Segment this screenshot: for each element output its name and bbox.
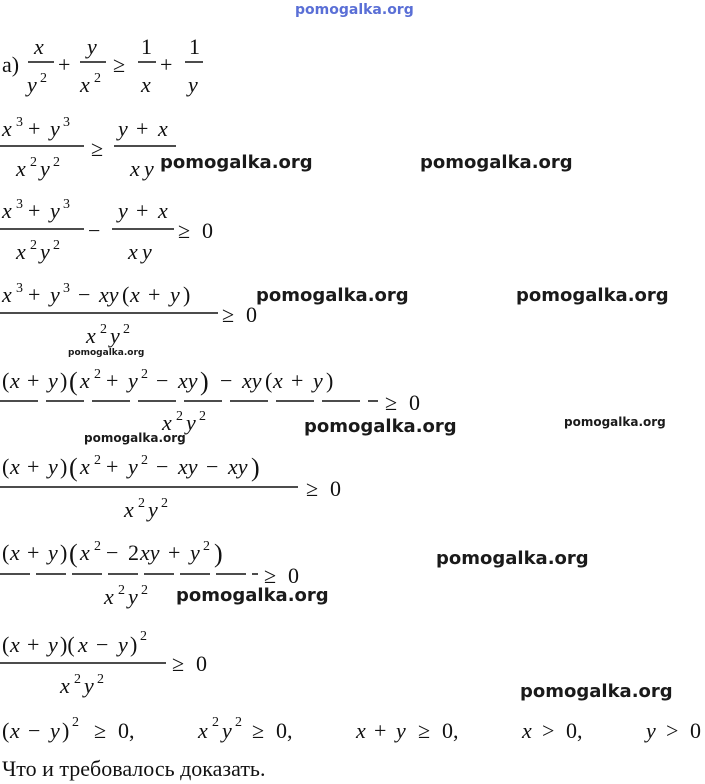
svg-text:y: y	[396, 718, 406, 743]
svg-text:≥: ≥	[94, 718, 107, 743]
svg-text:)(: )(	[60, 632, 75, 657]
watermark-top: pomogalka.org	[295, 2, 414, 18]
svg-text:+: +	[27, 540, 40, 565]
svg-text:y: y	[142, 239, 152, 264]
svg-text:x: x	[162, 410, 172, 435]
svg-text:2: 2	[53, 238, 60, 253]
svg-text:y: y	[48, 540, 58, 565]
svg-text:0: 0	[690, 718, 701, 743]
svg-text:y: y	[118, 632, 128, 657]
svg-text:): )	[60, 454, 68, 479]
svg-text:+: +	[27, 454, 40, 479]
svg-text:+: +	[28, 116, 41, 141]
svg-text:x: x	[78, 632, 88, 657]
svg-text:≥: ≥	[222, 302, 235, 327]
svg-text:y: y	[646, 718, 656, 743]
svg-text:3: 3	[16, 115, 23, 130]
svg-text:x: x	[158, 116, 168, 141]
svg-text:x: x	[10, 632, 20, 657]
svg-text:+: +	[28, 282, 41, 307]
svg-text:+: +	[28, 198, 41, 223]
svg-text:+: +	[291, 368, 304, 393]
svg-text:2: 2	[53, 155, 60, 170]
svg-text:x: x	[16, 239, 26, 264]
svg-text:y: y	[110, 323, 120, 348]
svg-text:≥: ≥	[113, 52, 126, 77]
svg-text:≥: ≥	[178, 218, 191, 243]
svg-text:2: 2	[161, 496, 168, 511]
svg-text:xy: xy	[140, 540, 160, 565]
svg-text:+: +	[136, 116, 149, 141]
svg-text:+: +	[160, 52, 173, 77]
svg-text:y: y	[170, 282, 180, 307]
svg-text:y: y	[50, 718, 60, 743]
svg-text:−: −	[78, 282, 91, 307]
svg-text:2: 2	[97, 672, 104, 687]
svg-text:xy: xy	[178, 454, 198, 479]
svg-text:y: y	[87, 34, 97, 59]
svg-text:2: 2	[30, 238, 37, 253]
svg-text:x: x	[104, 584, 114, 609]
svg-text:y: y	[50, 116, 60, 141]
svg-text:(: (	[122, 282, 130, 307]
svg-text:3: 3	[63, 197, 70, 212]
svg-text:x: x	[2, 116, 12, 141]
svg-text:(: (	[2, 454, 10, 479]
svg-text:+: +	[136, 198, 149, 223]
svg-text:3: 3	[63, 115, 70, 130]
watermark: pomogalka.org	[176, 585, 329, 606]
svg-text:−: −	[88, 218, 101, 243]
svg-text:x: x	[141, 72, 151, 97]
svg-text:x: x	[86, 323, 96, 348]
svg-text:): )	[251, 453, 260, 482]
svg-text:x: x	[80, 368, 90, 393]
svg-text:2: 2	[199, 409, 206, 424]
svg-text:2: 2	[141, 453, 148, 468]
svg-text:): )	[130, 632, 138, 657]
svg-text:y: y	[144, 156, 154, 181]
svg-text:+: +	[148, 282, 161, 307]
svg-text:2: 2	[128, 540, 139, 565]
svg-text:(: (	[265, 368, 273, 393]
svg-text:x: x	[60, 673, 70, 698]
svg-text:x: x	[34, 34, 44, 59]
label-a: а)	[2, 52, 20, 77]
svg-text:0: 0	[246, 302, 257, 327]
watermark: pomogalka.org	[520, 681, 673, 702]
svg-text:+: +	[27, 632, 40, 657]
svg-text:>: >	[542, 718, 555, 743]
svg-text:2: 2	[74, 672, 81, 687]
svg-text:xy: xy	[228, 454, 248, 479]
svg-text:y: y	[84, 673, 94, 698]
watermark: pomogalka.org	[304, 416, 457, 437]
svg-text:2: 2	[212, 715, 219, 730]
svg-text:x: x	[522, 718, 532, 743]
svg-text:x: x	[124, 497, 134, 522]
svg-text:0,: 0,	[276, 718, 293, 743]
svg-text:≥: ≥	[264, 563, 277, 588]
watermark: pomogalka.org	[160, 152, 313, 173]
svg-text:xy: xy	[99, 282, 119, 307]
svg-text:y: y	[48, 368, 58, 393]
svg-text:y: y	[188, 72, 198, 97]
svg-text:(: (	[2, 368, 10, 393]
svg-text:): )	[62, 718, 70, 743]
svg-text:≥: ≥	[385, 390, 398, 415]
svg-text:2: 2	[203, 539, 210, 554]
svg-text:−: −	[96, 632, 109, 657]
svg-text:y: y	[48, 632, 58, 657]
svg-text:x: x	[356, 718, 366, 743]
svg-text:x: x	[128, 239, 138, 264]
svg-text:0: 0	[196, 651, 207, 676]
svg-text:y: y	[50, 198, 60, 223]
svg-text:x: x	[80, 540, 90, 565]
svg-text:x: x	[80, 72, 90, 97]
svg-text:x: x	[10, 718, 20, 743]
svg-text:2: 2	[72, 715, 79, 730]
svg-text:+: +	[106, 454, 119, 479]
svg-text:2: 2	[30, 155, 37, 170]
svg-text:x: x	[10, 540, 20, 565]
svg-text:x: x	[10, 454, 20, 479]
svg-text:2: 2	[176, 409, 183, 424]
svg-text:y: y	[40, 239, 50, 264]
svg-text:2: 2	[138, 496, 145, 511]
svg-text:0: 0	[409, 390, 420, 415]
svg-text:+: +	[374, 718, 387, 743]
svg-text:): )	[200, 367, 209, 396]
svg-text:−: −	[28, 718, 41, 743]
svg-text:≥: ≥	[418, 718, 431, 743]
svg-text:0,: 0,	[566, 718, 583, 743]
svg-text:y: y	[128, 368, 138, 393]
svg-text:3: 3	[16, 197, 23, 212]
svg-text:2: 2	[118, 583, 125, 598]
svg-text:(: (	[2, 718, 10, 743]
watermark: pomogalka.org	[420, 152, 573, 173]
svg-text:≥: ≥	[91, 136, 104, 161]
svg-text:(: (	[2, 540, 10, 565]
svg-text:): )	[60, 368, 68, 393]
svg-text:3: 3	[16, 281, 23, 296]
svg-text:2: 2	[123, 322, 130, 337]
svg-text:x: x	[158, 198, 168, 223]
svg-text:y: y	[190, 540, 200, 565]
svg-text:−: −	[156, 454, 169, 479]
svg-text:2: 2	[40, 71, 47, 86]
svg-text:+: +	[168, 540, 181, 565]
svg-text:2: 2	[235, 715, 242, 730]
svg-text:≥: ≥	[172, 651, 185, 676]
svg-text:): )	[326, 368, 334, 393]
svg-text:0,: 0,	[118, 718, 135, 743]
svg-text:y: y	[48, 454, 58, 479]
svg-text:−: −	[206, 454, 219, 479]
svg-text:−: −	[156, 368, 169, 393]
svg-text:2: 2	[94, 453, 101, 468]
svg-text:≥: ≥	[306, 476, 319, 501]
svg-text:2: 2	[140, 629, 147, 644]
svg-text:0: 0	[288, 563, 299, 588]
svg-text:(: (	[69, 453, 78, 482]
svg-text:x: x	[2, 282, 12, 307]
watermark: pomogalka.org	[436, 548, 589, 569]
svg-text:+: +	[58, 52, 71, 77]
svg-text:x: x	[130, 156, 140, 181]
watermark: pomogalka.org	[68, 348, 145, 358]
svg-text:2: 2	[94, 539, 101, 554]
svg-text:1: 1	[141, 34, 152, 59]
svg-text:2: 2	[100, 322, 107, 337]
watermark: pomogalka.org	[564, 415, 666, 429]
svg-text:0: 0	[202, 218, 213, 243]
conclusion-text: Что и требовалось доказать.	[2, 756, 266, 781]
watermark: pomogalka.org	[256, 285, 409, 306]
svg-text:y: y	[128, 584, 138, 609]
svg-text:y: y	[128, 454, 138, 479]
svg-text:xy: xy	[242, 368, 262, 393]
svg-text:y: y	[118, 198, 128, 223]
svg-text:3: 3	[63, 281, 70, 296]
svg-text:2: 2	[94, 71, 101, 86]
svg-text:0,: 0,	[442, 718, 459, 743]
svg-text:+: +	[27, 368, 40, 393]
svg-text:xy: xy	[178, 368, 198, 393]
svg-text:y: y	[40, 156, 50, 181]
svg-text:2: 2	[141, 583, 148, 598]
svg-text:−: −	[220, 368, 233, 393]
svg-text:2: 2	[141, 367, 148, 382]
svg-text:(: (	[69, 539, 78, 568]
svg-text:x: x	[130, 282, 140, 307]
svg-text:y: y	[118, 116, 128, 141]
watermark: pomogalka.org	[516, 285, 669, 306]
svg-text:x: x	[10, 368, 20, 393]
svg-text:x: x	[273, 368, 283, 393]
svg-text:): )	[60, 540, 68, 565]
svg-text:): )	[214, 539, 223, 568]
svg-text:−: −	[106, 540, 119, 565]
svg-text:(: (	[69, 367, 78, 396]
svg-text:+: +	[106, 368, 119, 393]
svg-text:): )	[183, 282, 191, 307]
svg-text:y: y	[313, 368, 323, 393]
svg-text:y: y	[50, 282, 60, 307]
svg-text:y: y	[186, 410, 196, 435]
svg-text:x: x	[2, 198, 12, 223]
svg-text:x: x	[80, 454, 90, 479]
svg-text:≥: ≥	[252, 718, 265, 743]
svg-text:y: y	[148, 497, 158, 522]
svg-text:(: (	[2, 632, 10, 657]
svg-text:0: 0	[330, 476, 341, 501]
watermark: pomogalka.org	[84, 431, 186, 445]
svg-text:1: 1	[189, 34, 200, 59]
svg-text:y: y	[222, 718, 232, 743]
svg-text:y: y	[27, 72, 37, 97]
svg-text:2: 2	[94, 367, 101, 382]
svg-text:x: x	[16, 156, 26, 181]
svg-text:x: x	[198, 718, 208, 743]
svg-text:>: >	[666, 718, 679, 743]
